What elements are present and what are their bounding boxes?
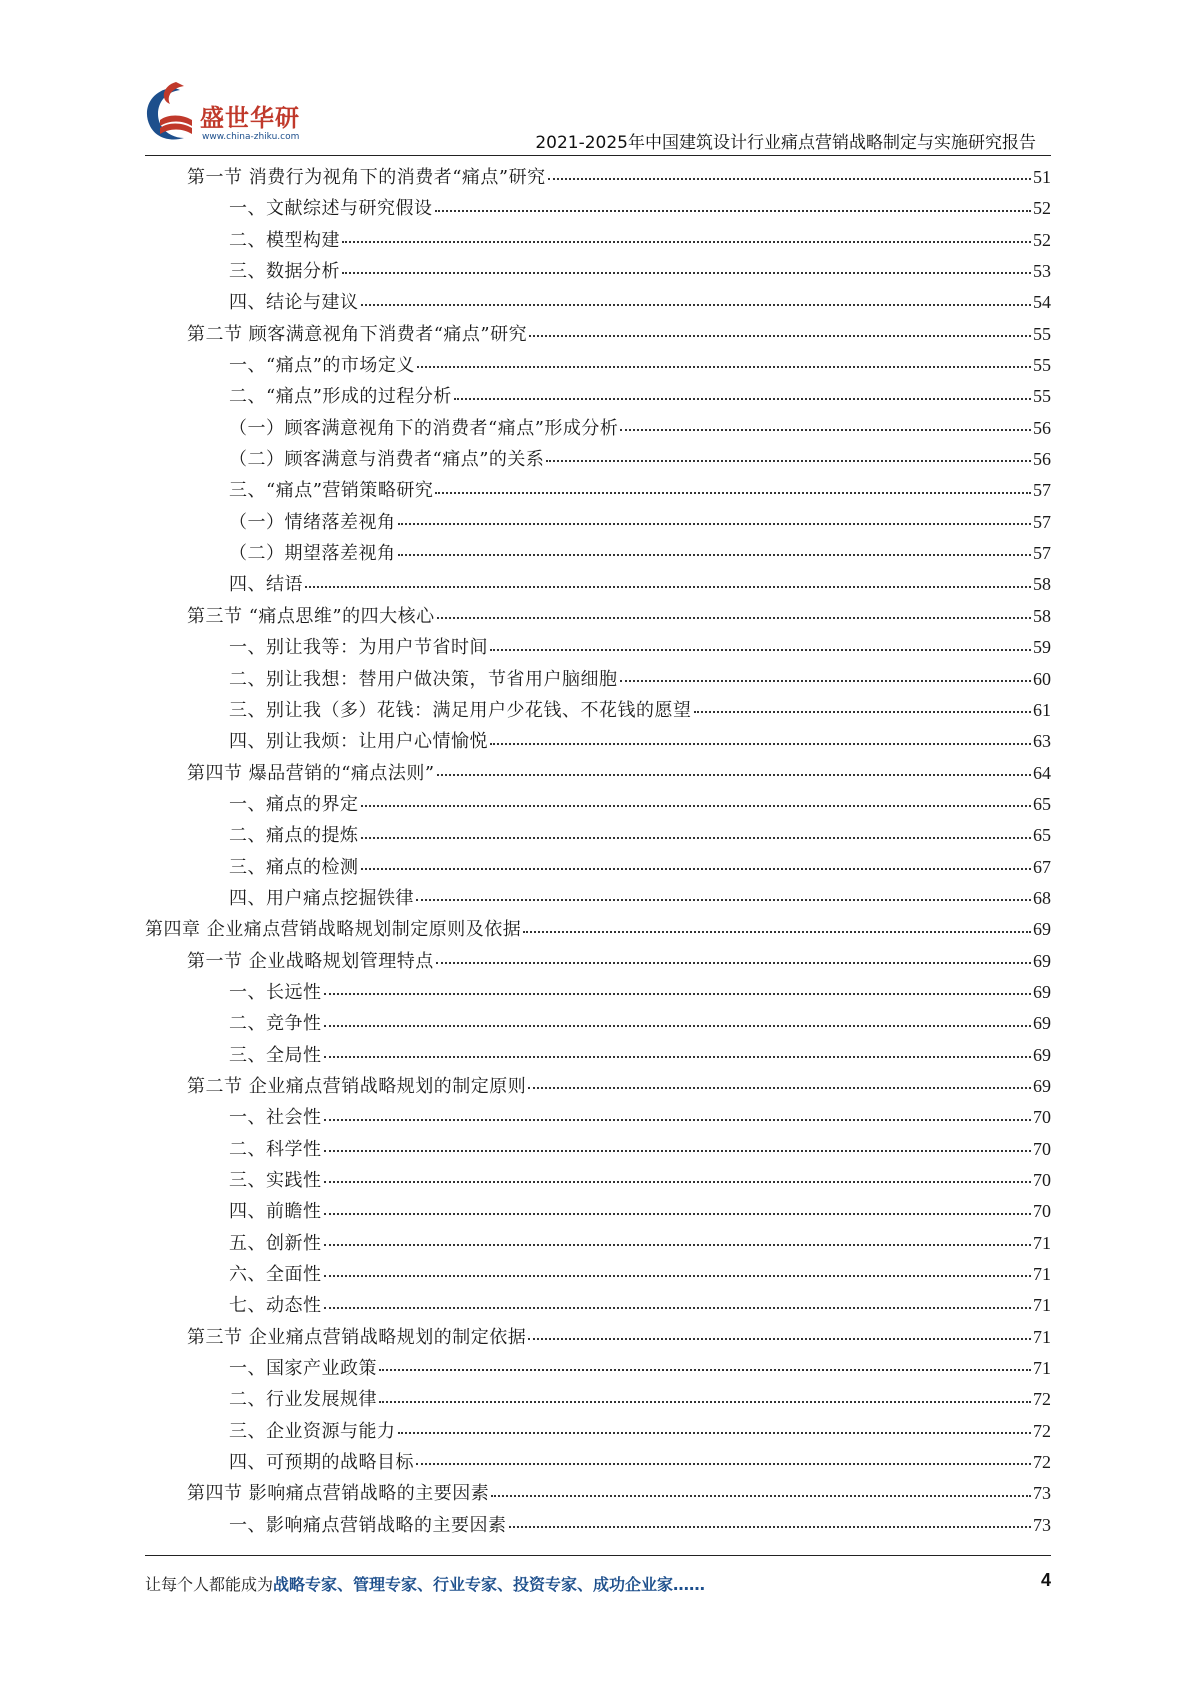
- toc-entry[interactable]: [145, 569, 1051, 600]
- toc-entry-title: 七、动态性: [229, 1295, 322, 1317]
- toc-entry-page: 58: [1033, 574, 1051, 595]
- toc-entry[interactable]: [145, 883, 1051, 914]
- toc-leader-dots: [361, 804, 1032, 807]
- toc-entry[interactable]: [145, 193, 1051, 224]
- toc-leader-dots: [361, 836, 1032, 839]
- toc-entry[interactable]: [145, 1228, 1051, 1259]
- toc-entry[interactable]: [145, 350, 1051, 381]
- toc-entry[interactable]: [145, 287, 1051, 318]
- toc-entry-page: 57: [1033, 511, 1051, 532]
- toc-entry[interactable]: [145, 1008, 1051, 1039]
- toc-entry-page: 65: [1033, 793, 1051, 814]
- toc-entry-title: 第一节 企业战略规划管理特点: [187, 950, 434, 972]
- toc-entry-title: 一、痛点的界定: [229, 793, 359, 815]
- toc-leader-dots: [523, 930, 1031, 933]
- toc-entry-title: 三、企业资源与能力: [229, 1420, 396, 1442]
- logo-text: 盛世华研: [200, 104, 300, 132]
- toc-entry[interactable]: [145, 726, 1051, 757]
- toc-entry-title: （一）情绪落差视角: [229, 511, 396, 533]
- toc-leader-dots: [398, 553, 1032, 556]
- toc-entry-title: 一、别让我等：为用户节省时间: [229, 637, 488, 659]
- toc-entry[interactable]: [145, 632, 1051, 663]
- toc-entry-title: 第四章 企业痛点营销战略规划制定原则及依据: [145, 919, 522, 941]
- toc-entry[interactable]: [145, 381, 1051, 412]
- toc-leader-dots: [437, 616, 1031, 619]
- table-of-contents: [145, 162, 1051, 1541]
- toc-entry[interactable]: [145, 538, 1051, 569]
- toc-entry[interactable]: [145, 256, 1051, 287]
- toc-entry[interactable]: [145, 601, 1051, 632]
- toc-entry-page: 52: [1033, 198, 1051, 219]
- toc-entry[interactable]: [145, 914, 1051, 945]
- toc-entry-page: 67: [1033, 856, 1051, 877]
- toc-entry[interactable]: [145, 758, 1051, 789]
- toc-entry-page: 72: [1033, 1389, 1051, 1410]
- toc-entry-page: 69: [1033, 1044, 1051, 1065]
- toc-entry-page: 73: [1033, 1514, 1051, 1535]
- toc-entry[interactable]: [145, 1510, 1051, 1541]
- toc-entry-page: 57: [1033, 543, 1051, 564]
- toc-leader-dots: [361, 303, 1032, 306]
- toc-leader-dots: [528, 1086, 1031, 1089]
- toc-entry-page: 69: [1033, 1013, 1051, 1034]
- toc-entry-title: 一、国家产业政策: [229, 1358, 377, 1380]
- toc-leader-dots: [416, 1462, 1031, 1465]
- toc-entry-title: 一、影响痛点营销战略的主要因素: [229, 1514, 507, 1536]
- toc-entry[interactable]: [145, 695, 1051, 726]
- toc-leader-dots: [546, 459, 1031, 462]
- toc-entry-page: 71: [1033, 1295, 1051, 1316]
- toc-entry[interactable]: [145, 1196, 1051, 1227]
- toc-leader-dots: [305, 585, 1031, 588]
- toc-entry[interactable]: [145, 1353, 1051, 1384]
- toc-entry-title: 二、模型构建: [229, 229, 340, 251]
- toc-entry-title: 四、前瞻性: [229, 1201, 322, 1223]
- toc-entry[interactable]: [145, 162, 1051, 193]
- toc-entry[interactable]: [145, 1040, 1051, 1071]
- toc-leader-dots: [342, 240, 1031, 243]
- toc-entry-page: 72: [1033, 1452, 1051, 1473]
- toc-entry[interactable]: [145, 413, 1051, 444]
- toc-leader-dots: [454, 397, 1031, 400]
- toc-leader-dots: [361, 867, 1032, 870]
- toc-leader-dots: [342, 271, 1031, 274]
- toc-leader-dots: [417, 365, 1031, 368]
- toc-entry-title: 四、结论与建议: [229, 292, 359, 314]
- toc-entry-page: 70: [1033, 1170, 1051, 1190]
- toc-entry[interactable]: [145, 1478, 1051, 1509]
- toc-leader-dots: [509, 1525, 1032, 1528]
- toc-entry-title: 二、行业发展规律: [229, 1389, 377, 1411]
- toc-entry-title: 三、“痛点”营销策略研究: [229, 480, 434, 502]
- toc-leader-dots: [324, 1024, 1032, 1027]
- toc-entry-title: 二、“痛点”形成的过程分析: [229, 386, 452, 408]
- toc-entry-title: 四、可预期的战略目标: [229, 1452, 414, 1474]
- toc-leader-dots: [324, 1149, 1032, 1152]
- toc-entry-page: 57: [1033, 480, 1051, 501]
- toc-entry[interactable]: [145, 1416, 1051, 1447]
- report-title: 2021-2025年中国建筑设计行业痛点营销战略制定与实施研究报告: [535, 133, 1036, 153]
- toc-leader-dots: [324, 1212, 1032, 1215]
- footer-divider: [145, 1555, 1051, 1556]
- toc-entry-title: 一、“痛点”的市场定义: [229, 355, 415, 377]
- toc-entry-title: 四、用户痛点挖掘铁律: [229, 887, 414, 909]
- toc-leader-dots: [620, 679, 1032, 682]
- toc-entry-title: 一、文献综述与研究假设: [229, 198, 433, 220]
- toc-entry[interactable]: [145, 507, 1051, 538]
- toc-entry[interactable]: [145, 319, 1051, 350]
- toc-entry-page: 68: [1033, 887, 1051, 908]
- toc-leader-dots: [324, 1243, 1032, 1246]
- toc-entry-page: 70: [1033, 1107, 1051, 1128]
- toc-entry[interactable]: [145, 1134, 1051, 1165]
- toc-entry-page: 69: [1033, 1075, 1051, 1096]
- toc-leader-dots: [324, 1274, 1032, 1277]
- toc-entry-title: 第二节 顾客满意视角下消费者“痛点”研究: [187, 323, 528, 345]
- toc-entry-title: 一、社会性: [229, 1107, 322, 1129]
- toc-entry-title: （一）顾客满意视角下的消费者“痛点”形成分析: [229, 417, 619, 439]
- toc-entry-title: 二、竞争性: [229, 1013, 322, 1035]
- toc-entry-title: （二）期望落差视角: [229, 543, 396, 565]
- toc-leader-dots: [437, 773, 1031, 776]
- toc-leader-dots: [694, 710, 1032, 713]
- toc-entry[interactable]: [145, 820, 1051, 851]
- toc-entry-page: 69: [1033, 981, 1051, 1002]
- toc-entry[interactable]: [145, 225, 1051, 256]
- page-header: [0, 0, 1191, 153]
- toc-entry-page: 54: [1033, 292, 1051, 313]
- toc-entry-page: 58: [1033, 605, 1051, 626]
- toc-entry[interactable]: [145, 977, 1051, 1008]
- toc-entry-page: 55: [1033, 323, 1051, 344]
- toc-leader-dots: [379, 1400, 1031, 1403]
- toc-entry-page: 70: [1033, 1201, 1051, 1222]
- toc-leader-dots: [398, 1431, 1032, 1434]
- toc-entry-title: 三、痛点的检测: [229, 856, 359, 878]
- toc-entry-title: 三、实践性: [229, 1170, 322, 1191]
- toc-entry-title: 第一节 消费行为视角下的消费者“痛点”研究: [187, 167, 546, 188]
- toc-entry-title: 三、全局性: [229, 1044, 322, 1066]
- toc-leader-dots: [620, 428, 1031, 431]
- toc-leader-dots: [435, 491, 1031, 494]
- toc-entry-page: 71: [1033, 1326, 1051, 1347]
- toc-leader-dots: [324, 1118, 1032, 1121]
- toc-leader-dots: [528, 1337, 1031, 1340]
- toc-entry-page: 65: [1033, 825, 1051, 846]
- toc-entry-title: 二、别让我想：替用户做决策，节省用户脑细胞: [229, 668, 618, 690]
- toc-entry-page: 61: [1033, 699, 1051, 720]
- toc-entry-title: 四、结语: [229, 574, 303, 596]
- toc-entry[interactable]: [145, 1447, 1051, 1478]
- toc-entry[interactable]: [145, 1102, 1051, 1133]
- toc-entry-title: 五、创新性: [229, 1232, 322, 1254]
- toc-entry-page: 56: [1033, 417, 1051, 438]
- toc-entry-title: 一、长远性: [229, 981, 322, 1003]
- toc-entry[interactable]: [145, 1290, 1051, 1321]
- toc-leader-dots: [490, 648, 1031, 651]
- toc-entry[interactable]: [145, 664, 1051, 695]
- toc-entry[interactable]: [145, 1384, 1051, 1415]
- slogan-prefix: 让每个人都能成为: [145, 1575, 274, 1594]
- page-number: 4: [1040, 1570, 1051, 1590]
- toc-entry-title: 第三节 “痛点思维”的四大核心: [187, 605, 435, 627]
- toc-leader-dots: [490, 742, 1031, 745]
- toc-entry-page: 73: [1033, 1483, 1051, 1504]
- toc-entry-page: 60: [1033, 668, 1051, 689]
- toc-entry-page: 72: [1033, 1420, 1051, 1441]
- company-logo: [140, 80, 310, 150]
- toc-entry[interactable]: [145, 444, 1051, 475]
- toc-leader-dots: [548, 177, 1031, 180]
- footer-slogan: [145, 1572, 705, 1595]
- toc-entry-page: 69: [1033, 919, 1051, 940]
- toc-leader-dots: [435, 209, 1032, 212]
- toc-entry-page: 69: [1033, 950, 1051, 971]
- toc-entry[interactable]: [145, 852, 1051, 883]
- toc-entry-page: 52: [1033, 229, 1051, 250]
- toc-entry-title: 二、痛点的提炼: [229, 825, 359, 847]
- toc-entry[interactable]: [145, 789, 1051, 820]
- toc-entry-page: 71: [1033, 1232, 1051, 1253]
- toc-entry-title: 第二节 企业痛点营销战略规划的制定原则: [187, 1075, 527, 1097]
- toc-entry-title: 四、别让我烦：让用户心情愉悦: [229, 731, 488, 753]
- toc-entry-page: 71: [1033, 1358, 1051, 1379]
- toc-leader-dots: [324, 992, 1032, 995]
- toc-entry-page: 51: [1033, 167, 1051, 187]
- toc-entry-page: 55: [1033, 355, 1051, 376]
- toc-leader-dots: [379, 1368, 1031, 1371]
- toc-entry-title: 六、全面性: [229, 1264, 322, 1286]
- toc-entry-title: 三、别让我（多）花钱：满足用户少花钱、不花钱的愿望: [229, 699, 692, 721]
- toc-entry-page: 63: [1033, 731, 1051, 752]
- header-divider: [145, 155, 1051, 156]
- toc-entry-title: 三、数据分析: [229, 261, 340, 283]
- toc-leader-dots: [416, 898, 1031, 901]
- toc-entry[interactable]: [145, 1165, 1051, 1196]
- toc-entry-page: 53: [1033, 261, 1051, 282]
- logo-url: www.china-zhiku.com: [202, 132, 300, 142]
- toc-entry-title: 第四节 影响痛点营销战略的主要因素: [187, 1483, 490, 1505]
- toc-entry[interactable]: [145, 475, 1051, 506]
- toc-entry-title: 第三节 企业痛点营销战略规划的制定依据: [187, 1326, 527, 1348]
- toc-entry-title: 二、科学性: [229, 1138, 322, 1160]
- toc-entry-page: 64: [1033, 762, 1051, 783]
- toc-entry-page: 70: [1033, 1138, 1051, 1159]
- toc-leader-dots: [324, 1306, 1032, 1309]
- toc-leader-dots: [324, 1055, 1032, 1058]
- toc-leader-dots: [324, 1180, 1032, 1183]
- toc-entry-title: 第四节 爆品营销的“痛点法则”: [187, 762, 435, 784]
- toc-leader-dots: [529, 334, 1031, 337]
- toc-entry-page: 56: [1033, 449, 1051, 470]
- toc-entry-page: 55: [1033, 386, 1051, 407]
- toc-entry-page: 59: [1033, 637, 1051, 658]
- toc-entry[interactable]: [145, 1071, 1051, 1102]
- slogan-highlight: 战略专家、管理专家、行业专家、投资专家、成功企业家……: [273, 1575, 706, 1594]
- toc-entry-page: 71: [1033, 1264, 1051, 1285]
- toc-entry[interactable]: [145, 1259, 1051, 1290]
- toc-entry[interactable]: [145, 1322, 1051, 1353]
- toc-leader-dots: [398, 522, 1032, 525]
- toc-leader-dots: [436, 961, 1031, 964]
- toc-entry-title: （二）顾客满意与消费者“痛点”的关系: [229, 449, 545, 471]
- toc-entry[interactable]: [145, 946, 1051, 977]
- toc-leader-dots: [491, 1494, 1031, 1497]
